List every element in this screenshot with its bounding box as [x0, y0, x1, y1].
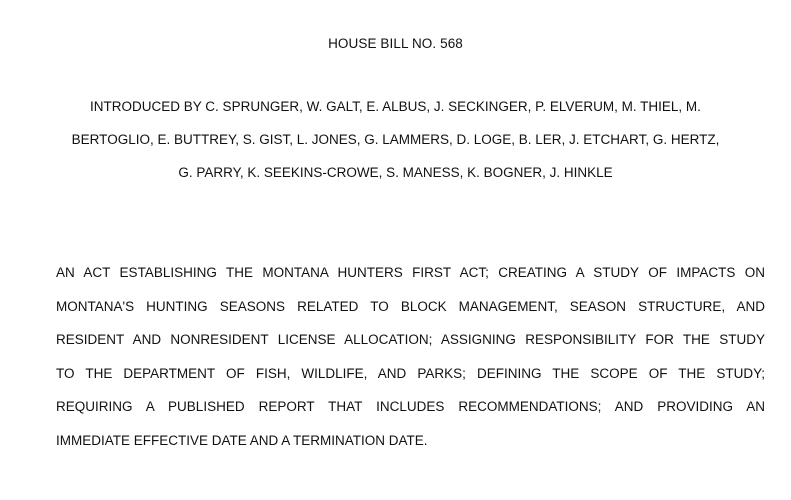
act-description [56, 265, 765, 466]
act-line: AN ACT ESTABLISHING THE MONTANA HUNTERS FIRST ACT; CREATING A STUDY OF IMPACTS ON [56, 265, 765, 280]
act-line: MONTANA'S HUNTING SEASONS RELATED TO BLOCK MANAGEMENT, SEASON STRUCTURE, AND [56, 298, 765, 314]
bill-title: HOUSE BILL NO. 568 [328, 36, 463, 51]
sponsor-line: INTRODUCED BY C. SPRUNGER, W. GALT, E. ALBUS, J. SECKINGER, P. ELVERUM, M. THIEL, M. [90, 99, 701, 114]
sponsors-block [40, 99, 751, 198]
sponsor-line: BERTOGLIO, E. BUTTREY, S. GIST, L. JONES, G. LAMMERS, D. LOGE, B. LER, J. ETCHART, G. HERTZ, [71, 132, 720, 147]
act-line: IMMEDIATE EFFECTIVE DATE AND A TERMINATION DATE. [56, 432, 428, 448]
sponsor-line: G. PARRY, K. SEEKINS-CROWE, S. MANESS, K. BOGNER, J. HINKLE [178, 165, 613, 180]
act-line: TO THE DEPARTMENT OF FISH, WILDLIFE, AND PARKS; DEFINING THE SCOPE OF THE STUDY; [56, 365, 765, 381]
act-line: RESIDENT AND NONRESIDENT LICENSE ALLOCATION; ASSIGNING RESPONSIBILITY FOR THE STUDY [56, 332, 765, 347]
act-line: REQUIRING A PUBLISHED REPORT THAT INCLUDES RECOMMENDATIONS; AND PROVIDING AN [56, 399, 765, 414]
